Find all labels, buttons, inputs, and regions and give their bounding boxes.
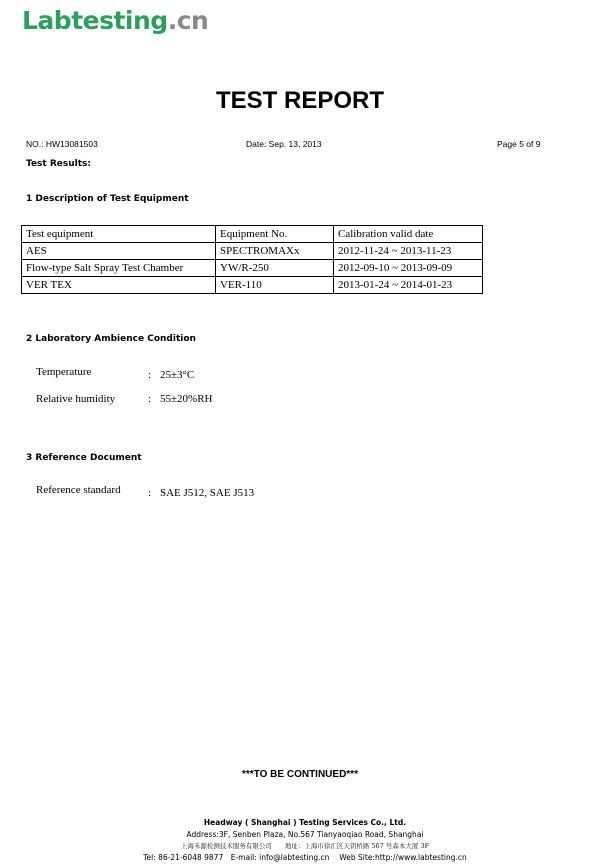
- footer-chinese-address: 上海禾源检测技术服务有限公司 地址：上海市徐汇区天钥桥路 567 号森本大厦 3F: [180, 842, 430, 850]
- ambience-section-heading: 2 Laboratory Ambience Condition: [26, 334, 196, 344]
- table-cell: SPECTROMAXx: [216, 243, 334, 260]
- equipment-section-heading: 1 Description of Test Equipment: [26, 194, 189, 204]
- table-row: [22, 243, 483, 260]
- reference-label: Reference standard: [36, 484, 121, 496]
- humidity-separator: :: [148, 393, 152, 405]
- table-header-cell: Test equipment: [22, 226, 216, 243]
- report-title: TEST REPORT: [215, 87, 384, 114]
- table-header-cell: Equipment No.: [216, 226, 334, 243]
- logo-tld-text: .cn: [167, 6, 209, 35]
- table-header-cell: Calibration valid date: [334, 226, 483, 243]
- humidity-label: Relative humidity: [36, 393, 116, 405]
- reference-section-heading: 3 Reference Document: [26, 453, 142, 463]
- table-cell: 2012-09-10 ~ 2013-09-09: [334, 260, 483, 277]
- table-cell: YW/R-250: [216, 260, 334, 277]
- humidity-value: 55±20%RH: [160, 393, 213, 405]
- labtesting-logo: [22, 6, 208, 35]
- reference-separator: :: [148, 487, 152, 499]
- test-results-label: Test Results:: [26, 159, 91, 169]
- table-cell: VER-110: [216, 277, 334, 294]
- report-date: Date: Sep. 13, 2013: [246, 139, 322, 149]
- footer-contact: Tel: 86-21-6048 9877 E-mail: info@labtesting.cn Web Site:http://www.labtesting.cn: [143, 853, 467, 862]
- footer-company: Headway ( Shanghai ) Testing Services Co., Ltd.: [203, 818, 407, 827]
- footer-address: Address:3F, Senben Plaza, No.567 Tianyaoqiao Road, Shanghai: [186, 830, 424, 839]
- table-cell: 2013-01-24 ~ 2014-01-23: [334, 277, 483, 294]
- table-cell: Flow-type Salt Spray Test Chamber: [22, 260, 216, 277]
- temperature-separator: :: [148, 369, 152, 381]
- table-cell: AES: [22, 243, 216, 260]
- page-number: Page 5 of 9: [497, 139, 541, 149]
- logo-main-text: Labtesting: [22, 6, 168, 35]
- table-header-row: [22, 226, 483, 243]
- table-row: [22, 260, 483, 277]
- reference-value: SAE J512, SAE J513: [160, 487, 255, 499]
- temperature-value: 25±3°C: [160, 369, 195, 381]
- table-cell: VER TEX: [22, 277, 216, 294]
- equipment-table: [21, 225, 483, 294]
- table-cell: 2012-11-24 ~ 2013-11-23: [334, 243, 483, 260]
- report-number: NO.: HW13081503: [26, 139, 98, 149]
- temperature-label: Temperature: [36, 366, 92, 378]
- to-be-continued: ***TO BE CONTINUED***: [242, 769, 358, 780]
- table-row: [22, 277, 483, 294]
